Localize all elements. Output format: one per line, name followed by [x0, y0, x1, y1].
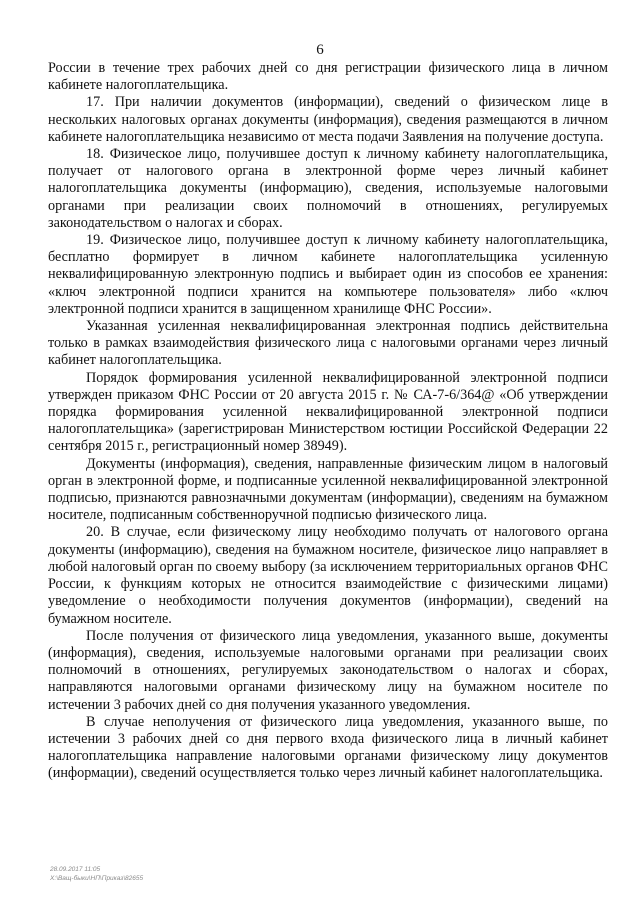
paragraph: Указанная усиленная неквалифицированная электронная подпись действительна только в рамках взаимодействия физического лица с налоговыми органами через личный кабинет налогоплательщика.: [48, 318, 608, 369]
document-body: [48, 60, 608, 783]
paragraph: Порядок формирования усиленной неквалифицированной электронной подписи утвержден приказом ФНС России от 20 августа 2015 г. № СА-7-6/364@ «Об утверждении порядка формирования усиленной неквалифицированной электронной подписи налогоплательщика» (зарегистрирован Министерством юстиции Российской Федерации 22 сентября 2015 г., регистрационный номер 38949).: [48, 369, 608, 455]
paragraph: России в течение трех рабочих дней со дня регистрации физического лица в личном кабинете налогоплательщика.: [48, 60, 608, 94]
footer-timestamp: 28.09.2017 11:05: [50, 866, 101, 873]
file-footer: [50, 865, 143, 883]
paragraph: После получения от физического лица уведомления, указанного выше, документы (информация), сведения, используемые налоговыми органами при реализации своих полномочий в отношениях, регулируемых законодательством о налогах и сборах, направляются налоговыми органами физическому лицу на бумажном носителе по истечении 3 рабочих дней со дня получения указанного уведомления.: [48, 627, 608, 713]
paragraph: Документы (информация), сведения, направленные физическим лицом в налоговый орган в электронной форме, и подписанные усиленной неквалифицированной электронной подписью, признаются равнозначными документам (информации), сведениям на бумажном носителе, подписанным собственноручной подписью физического лица.: [48, 455, 608, 524]
footer-file-path: Х:\Ващ-быки\НП\Приказ\82655: [50, 875, 144, 882]
page-number: 6: [316, 42, 324, 58]
paragraph: 20. В случае, если физическому лицу необходимо получать от налогового органа документы (информацию), сведения на бумажном носителе, физическое лицо направляет в любой налоговый орган по своему выбору (за исключением территориальных органов ФНС России, к функциям которых не относится взаимодействие с физическими лицами) уведомление о необходимости получения документов (информации), сведений на бумажном носителе.: [48, 524, 608, 627]
paragraph: 18. Физическое лицо, получившее доступ к личному кабинету налогоплательщика, получает от налогового органа в электронной форме через личный кабинет налогоплательщика документы (информацию), сведения, используемые налоговыми органами при реализации своих полномочий в отношениях, регулируемых законодательством о налогах и сборах.: [48, 146, 608, 231]
paragraph: 17. При наличии документов (информации), сведений о физическом лице в нескольких налоговых органах документы (информация), сведения размещаются в личном кабинете налогоплательщика независимо от места подачи Заявления на получение доступа.: [48, 94, 608, 145]
paragraph: В случае неполучения от физического лица уведомления, указанного выше, по истечении 3 рабочих дней со дня первого входа физического лица в личный кабинет налогоплательщика направление налоговыми органами физическому лицу документов (информации), сведений осуществляется только через личный кабинет налогоплательщика.: [48, 713, 608, 782]
paragraph: 19. Физическое лицо, получившее доступ к личному кабинету налогоплательщика, бесплатно формирует в личном кабинете налогоплательщика усиленную неквалифицированную электронную подпись и выбирает один из способов ее хранения: «ключ электронной подписи хранится на компьютере пользователя» либо «ключ электронной подписи хранится в защищенном хранилище ФНС России».: [48, 232, 608, 317]
